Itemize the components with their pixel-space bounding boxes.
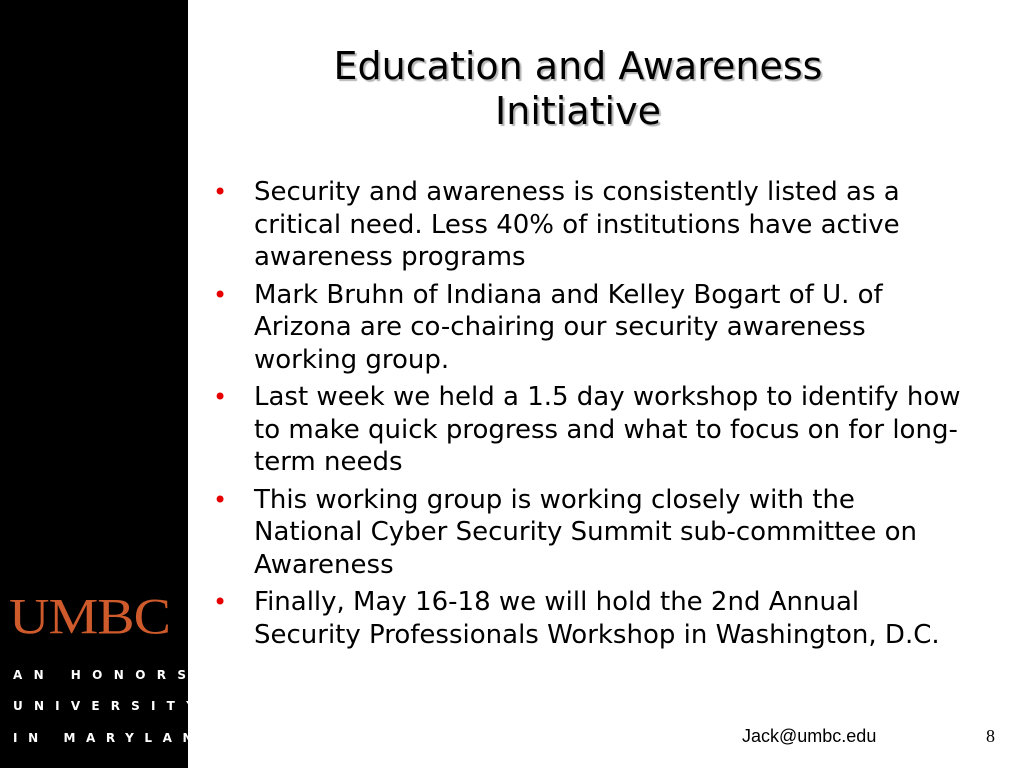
bullet-item [213, 484, 963, 582]
slide-title-line-2: Initiative [495, 89, 661, 133]
bullet-text: Mark Bruhn of Indiana and Kelley Bogart of U. of Arizona are co-chairing our security awareness working group. [254, 279, 883, 375]
logo-tagline-line-2: UNIVERSITY [13, 699, 206, 713]
bullet-list [213, 176, 963, 656]
logo-wordmark: UMBC [9, 589, 170, 646]
slide-title-line-1: Education and Awareness [333, 44, 823, 88]
bullet-text: This working group is working closely with the National Cyber Security Summit sub-committee on Awareness [254, 484, 917, 580]
slide-title [188, 44, 968, 134]
bullet-item [213, 279, 963, 377]
bullet-icon: • [213, 588, 228, 616]
bullet-icon: • [213, 280, 228, 309]
logo-tagline-line-3: IN MARYLAND [13, 731, 224, 745]
bullet-item [213, 176, 963, 274]
page-number: 8 [986, 726, 995, 746]
sidebar [0, 0, 224, 768]
logo-tagline-line-1: AN HONORS [13, 668, 198, 682]
bullet-icon: • [213, 485, 228, 514]
bullet-icon: • [213, 178, 228, 206]
bullet-text: Last week we held a 1.5 day workshop to identify how to make quick progress and what to focus on for long-term needs [254, 382, 961, 477]
bullet-text: Finally, May 16-18 we will hold the 2nd Annual Security Professionals Workshop in Washington, D.C. [254, 587, 940, 650]
bullet-icon: • [213, 383, 228, 411]
bullet-item [213, 381, 963, 479]
bullet-item [213, 586, 963, 651]
footer-email: Jack@umbc.edu [742, 726, 877, 746]
bullet-text: Security and awareness is consistently listed as a critical need. Less 40% of institutions have active awareness programs [254, 177, 900, 272]
